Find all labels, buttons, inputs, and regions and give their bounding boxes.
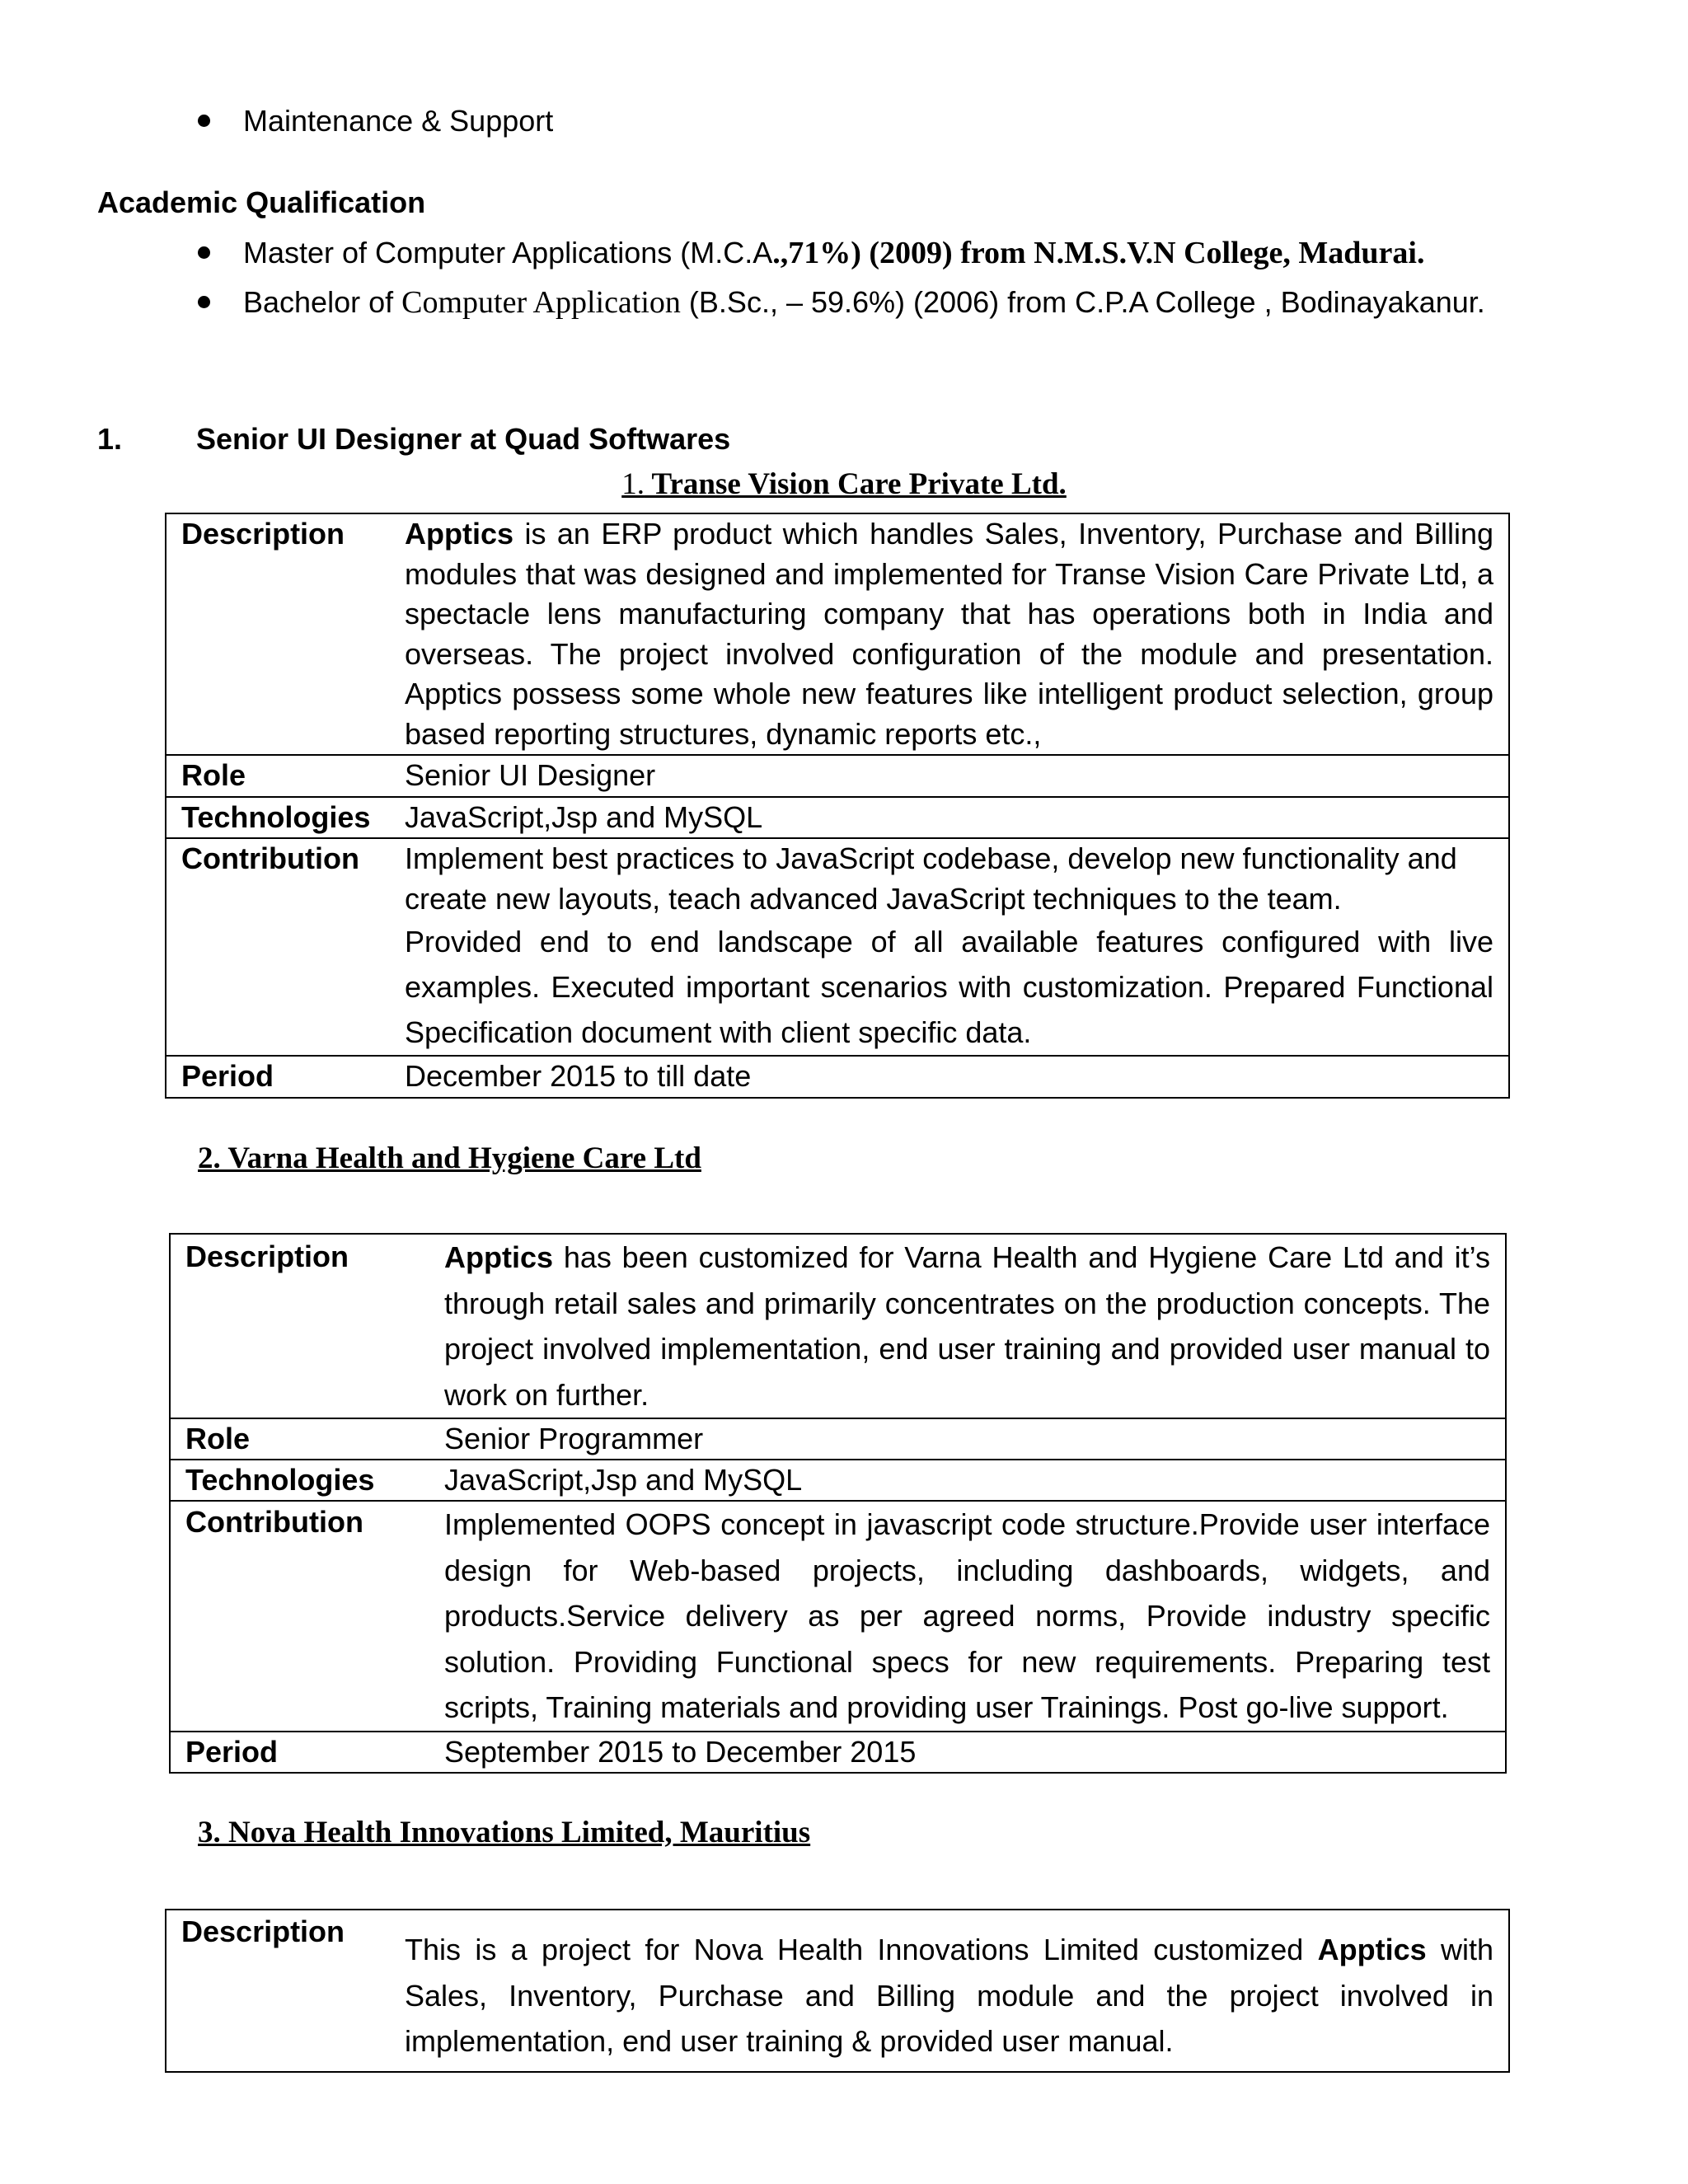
label-contribution: Contribution bbox=[166, 838, 390, 1056]
table-row bbox=[166, 1910, 1509, 2072]
label-role: Role bbox=[170, 1418, 429, 1460]
bullet-dot-icon bbox=[198, 115, 210, 127]
label-technologies: Technologies bbox=[170, 1460, 429, 1501]
project-3-desc-pre: This is a project for Nova Health Innovations Limited customized bbox=[405, 1933, 1318, 1966]
label-contribution: Contribution bbox=[170, 1501, 429, 1732]
table-row bbox=[166, 797, 1509, 839]
bullet-dot-icon bbox=[198, 296, 210, 308]
label-description: Description bbox=[166, 513, 390, 755]
project-1-desc-rest: is an ERP product which handles Sales, Inventory, Purchase and Billing modules that was designed and implemented for Transe Vision Care Private Ltd, a spectacle lens manufacturing company that has operations both in India and overseas. The project involved configuration of the module and presentation. Apptics possess some whole new features like intelligent product selection, group based reporting structures, dynamic reports etc., bbox=[405, 517, 1493, 751]
project-2-title: 2. Varna Health and Hygiene Care Ltd bbox=[198, 1141, 701, 1175]
experience-number: 1. bbox=[97, 422, 123, 456]
project-3-table bbox=[165, 1909, 1510, 2073]
project-1-contribution-1: Implement best practices to JavaScript codebase, develop new functionality and create new layouts, teach advanced JavaScript techniques to the team. bbox=[405, 841, 1457, 916]
bullet-text: Maintenance & Support bbox=[243, 104, 554, 138]
table-row bbox=[166, 755, 1509, 797]
project-2-role: Senior Programmer bbox=[429, 1418, 1506, 1460]
project-2-table bbox=[169, 1233, 1507, 1774]
table-row bbox=[170, 1501, 1506, 1732]
label-period: Period bbox=[170, 1732, 429, 1773]
table-row bbox=[170, 1418, 1506, 1460]
academic-item-mca bbox=[198, 232, 1424, 274]
table-row bbox=[166, 838, 1509, 1056]
academic-item-bsc-serif: Computer Application bbox=[401, 285, 681, 320]
table-row bbox=[166, 513, 1509, 755]
project-3-title: 3. Nova Health Innovations Limited, Mauritius bbox=[198, 1816, 811, 1849]
academic-item-mca-pre: Master of Computer Applications (M.C.A bbox=[243, 236, 773, 269]
project-1-title bbox=[0, 466, 1688, 502]
project-2-technologies: JavaScript,Jsp and MySQL bbox=[429, 1460, 1506, 1501]
project-1-role: Senior UI Designer bbox=[390, 755, 1509, 797]
experience-title: Senior UI Designer at Quad Softwares bbox=[196, 422, 731, 456]
project-3-description bbox=[390, 1910, 1509, 2072]
table-row bbox=[170, 1732, 1506, 1773]
label-description: Description bbox=[166, 1910, 390, 2072]
label-period: Period bbox=[166, 1056, 390, 1098]
academic-item-bsc bbox=[198, 282, 1485, 323]
project-1-title-num: 1. bbox=[621, 467, 645, 501]
project-1-table bbox=[165, 513, 1510, 1099]
label-technologies: Technologies bbox=[166, 797, 390, 839]
academic-item-mca-rest: .,71%) (2009) from N.M.S.V.N College, Madurai. bbox=[772, 236, 1425, 270]
table-row bbox=[170, 1234, 1506, 1418]
project-1-title-text: Transe Vision Care Private Ltd. bbox=[644, 467, 1067, 501]
project-2-description bbox=[429, 1234, 1506, 1418]
academic-item-bsc-pre: Bachelor of bbox=[243, 285, 402, 319]
project-2-desc-rest: has been customized for Varna Health and Hygiene Care Ltd and it’s through retail sales and primarily concentrates on the production concepts. The project involved implementation, end user training and provided user manual to work on further. bbox=[444, 1240, 1490, 1412]
academic-item-bsc-rest: (B.Sc., – 59.6%) (2006) from C.P.A College , Bodinayakanur. bbox=[680, 285, 1485, 319]
academic-heading: Academic Qualification bbox=[97, 185, 426, 219]
project-1-description bbox=[390, 513, 1509, 755]
project-2-desc-strong: Apptics bbox=[444, 1240, 554, 1274]
project-1-period: December 2015 to till date bbox=[390, 1056, 1509, 1098]
project-1-technologies: JavaScript,Jsp and MySQL bbox=[390, 797, 1509, 839]
project-1-contribution bbox=[390, 838, 1509, 1056]
project-1-contribution-2: Provided end to end landscape of all available features configured with live examples. Executed important scenarios with customization. Prepared Functional Specification document with client specific data. bbox=[405, 925, 1493, 1049]
bullet-dot-icon bbox=[198, 246, 210, 259]
table-row bbox=[166, 1056, 1509, 1098]
label-description: Description bbox=[170, 1234, 429, 1418]
table-row bbox=[170, 1460, 1506, 1501]
project-2-period: September 2015 to December 2015 bbox=[429, 1732, 1506, 1773]
project-2-contribution: Implemented OOPS concept in javascript code structure.Provide user interface design for Web-based projects, including dashboards, widgets, and products.Service delivery as per agreed norms, Provide industry specific solution. Providing Functional specs for new requirements. Preparing test scripts, Training materials and providing user Trainings. Post go-live support. bbox=[429, 1501, 1506, 1732]
bullet-maintenance bbox=[198, 101, 553, 142]
project-3-desc-rest: with Sales, Inventory, Purchase and Billing module and the project involved in implementation, end user training & provided user manual. bbox=[405, 1933, 1493, 2058]
project-1-desc-strong: Apptics bbox=[405, 517, 514, 551]
label-role: Role bbox=[166, 755, 390, 797]
project-3-desc-strong: Apptics bbox=[1317, 1933, 1427, 1966]
